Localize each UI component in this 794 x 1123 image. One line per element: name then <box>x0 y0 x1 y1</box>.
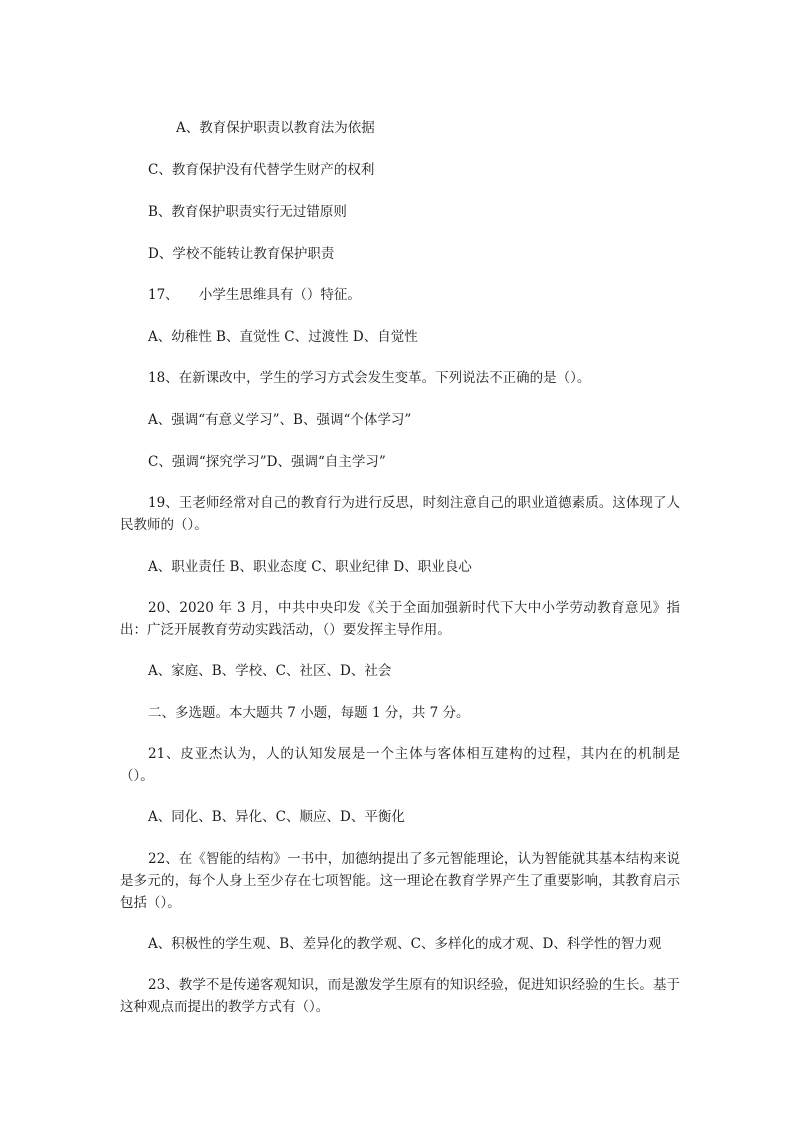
option-line: D、学校不能转让教育保护职责 <box>148 246 335 262</box>
option-line: A、职业责任 B、职业态度 C、职业纪律 D、职业良心 <box>148 559 472 575</box>
option-line: A、家庭、B、学校、C、社区、D、社会 <box>148 663 392 679</box>
option-line: A、幼稚性 B、直觉性 C、过渡性 D、自觉性 <box>148 329 418 345</box>
question-23: 23、教学不是传递客观知识，而是激发学生原有的知识经验，促进知识经验的生长。基于这种观点而提出的教学方式有（）。 <box>120 977 680 1015</box>
option-line: A、同化、B、异化、C、顺应、D、平衡化 <box>148 809 405 825</box>
question-18: 18、在新课改中，学生的学习方式会发生变革。下列说法不正确的是（）。 <box>148 370 591 386</box>
option-line: A、强调“有意义学习”、B、强调“个体学习” <box>148 412 412 428</box>
question-20: 20、2020 年 3 月，中共中央印发《关于全面加强新时代下大中小学劳动教育意见》指出：广泛开展教育劳动实践活动，（）要发挥主导作用。 <box>120 600 680 638</box>
option-line: C、教育保护没有代替学生财产的权利 <box>148 162 375 178</box>
question-17: 17、 小学生思维具有（）特征。 <box>148 287 361 303</box>
section-heading: 二、多选题。本大题共 7 小题，每题 1 分，共 7 分。 <box>148 705 470 721</box>
option-line: A、积极性的学生观、B、差异化的教学观、C、多样化的成才观、D、科学性的智力观 <box>148 936 662 952</box>
question-22: 22、在《智能的结构》一书中，加德纳提出了多元智能理论，认为智能就其基本结构来说是多元的，每个人身上至少存在七项智能。这一理论在教育学界产生了重要影响，其教育启示包括（）。 <box>120 851 680 911</box>
question-19: 19、王老师经常对自己的教育行为进行反思，时刻注意自己的职业道德素质。这体现了人民教师的（）。 <box>120 495 680 533</box>
option-line: B、教育保护职责实行无过错原则 <box>148 204 347 220</box>
question-21: 21、皮亚杰认为，人的认知发展是一个主体与客体相互建构的过程，其内在的机制是（）。 <box>120 746 680 784</box>
option-line: C、强调“探究学习”D、强调“自主学习” <box>148 454 386 470</box>
option-line: A、教育保护职责以教育法为依据 <box>176 120 375 136</box>
